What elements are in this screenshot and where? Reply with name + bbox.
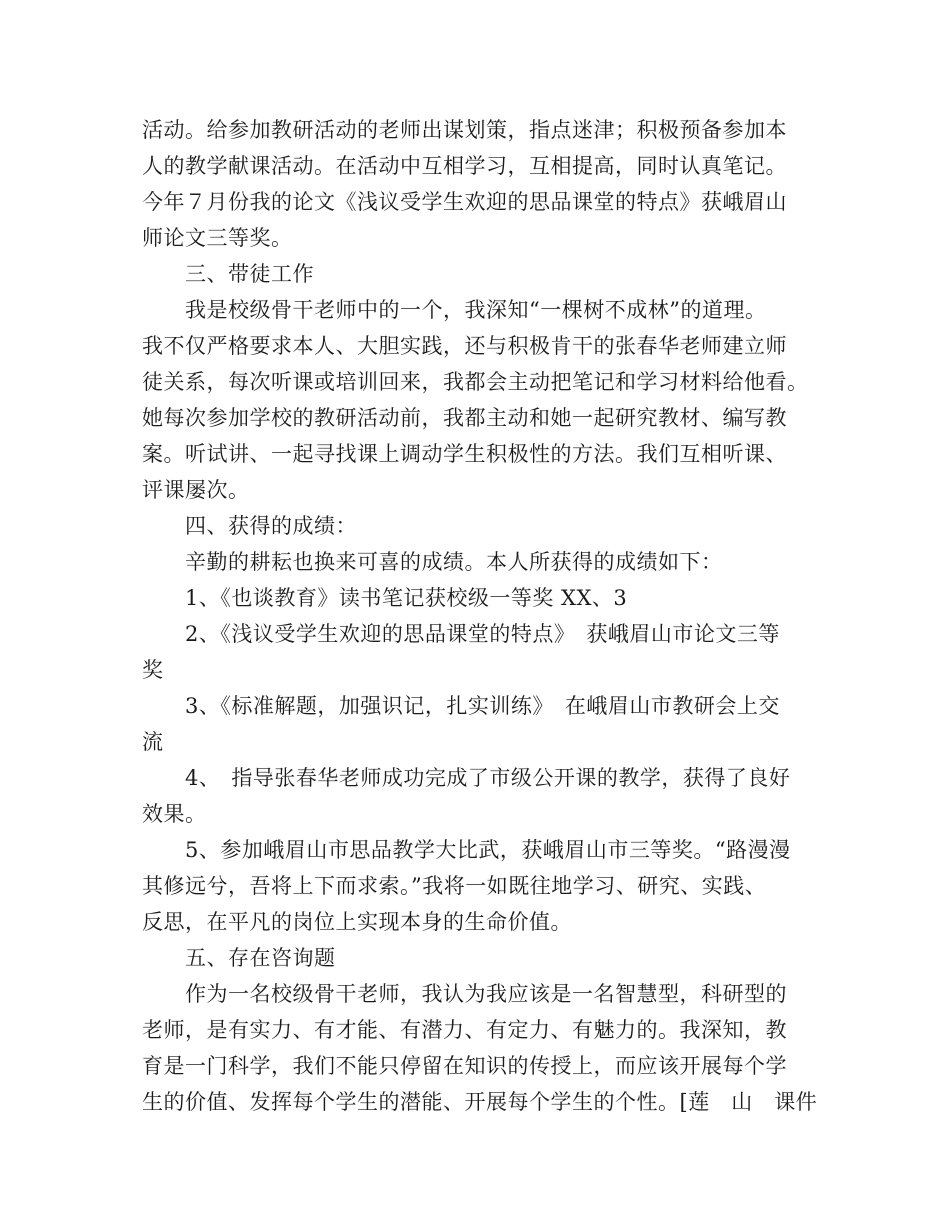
text-line: 生的价值、发挥每个学生的潜能、开展每个学生的个性。[莲 山 课件: [142, 1090, 818, 1114]
text-line: 徒关系，每次听课或培训回来，我都会主动把笔记和学习材料给他看。: [142, 370, 809, 394]
text-line: 活动。给参加教研活动的老师出谋划策，指点迷津；积极预备参加本: [142, 118, 787, 142]
text-line: 今年７月份我的论文《浅议受学生欢迎的思品课堂的特点》获峨眉山: [142, 190, 787, 214]
document-page: [142, 112, 818, 1120]
text-line: 效果。: [142, 802, 207, 826]
text-line: 反思，在平凡的岗位上实现本身的生命价值。: [142, 910, 572, 934]
text-line: 辛勤的耕耘也换来可喜的成绩。本人所获得的成绩如下：: [185, 550, 723, 574]
text-line: 人的教学献课活动。在活动中互相学习，互相提高，同时认真笔记。: [142, 154, 787, 178]
text-line: 1、《也谈教育》读书笔记获校级一等奖 XX、3: [185, 586, 628, 610]
text-line: 3、《标准解题，加强识记，扎实训练》 在峨眉山市教研会上交: [185, 694, 780, 718]
text-line: 2、《浅议受学生欢迎的思品课堂的特点》 获峨眉山市论文三等: [185, 622, 780, 646]
text-line: 4、 指导张春华老师成功完成了市级公开课的教学，获得了良好: [185, 766, 791, 790]
text-line: 三、带徒工作: [185, 262, 314, 286]
text-line: 5、参加峨眉山市思品教学大比武，获峨眉山市三等奖。“路漫漫: [185, 838, 791, 862]
text-line: 四、获得的成绩：: [185, 514, 357, 538]
text-line: 五、存在咨询题: [185, 946, 336, 970]
text-line: 评课屡次。: [142, 478, 250, 502]
text-line: 流: [142, 730, 164, 754]
text-line: 案。听试讲、一起寻找课上调动学生积极性的方法。我们互相听课、: [142, 442, 787, 466]
text-line: 老师，是有实力、有才能、有潜力、有定力、有魅力的。我深知，教: [142, 1018, 787, 1042]
text-line: 我不仅严格要求本人、大胆实践，还与积极肯干的张春华老师建立师: [142, 334, 787, 358]
text-line: 她每次参加学校的教研活动前，我都主动和她一起研究教材、编写教: [142, 406, 787, 430]
text-line: 师论文三等奖。: [142, 226, 293, 250]
text-line: 育是一门科学，我们不能只停留在知识的传授上，而应该开展每个学: [142, 1054, 787, 1078]
text-line: 我是校级骨干老师中的一个，我深知“一棵树不成林”的道理。: [185, 298, 767, 322]
text-line: 奖: [142, 658, 164, 682]
text-line: 其修远兮，吾将上下而求索。”我将一如既往地学习、研究、实践、: [142, 874, 767, 898]
text-line: 作为一名校级骨干老师，我认为我应该是一名智慧型，科研型的: [185, 982, 787, 1006]
